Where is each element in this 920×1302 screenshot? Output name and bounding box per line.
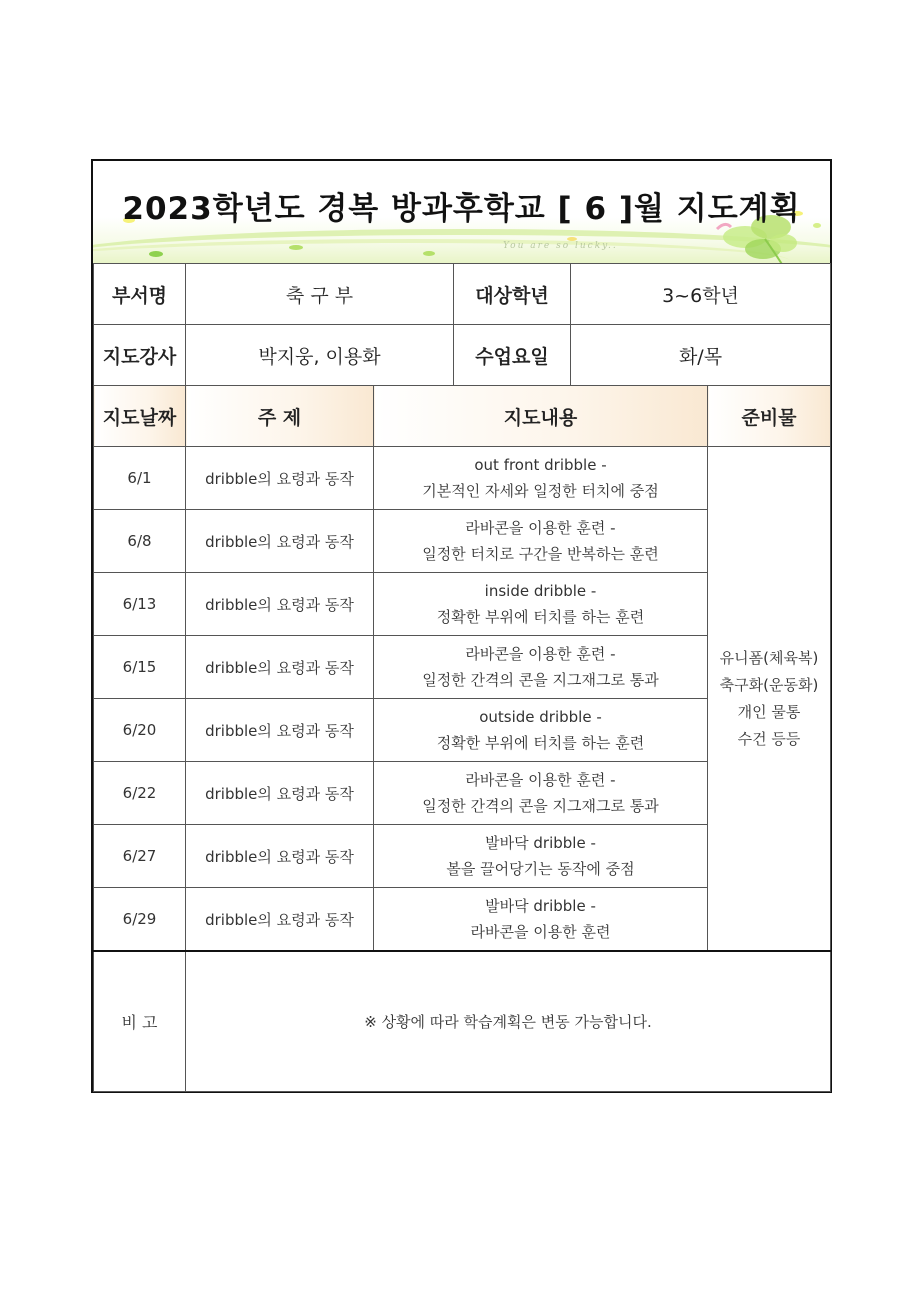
plan-header-row [94, 386, 831, 447]
row-topic: dribble의 요령과 동작 [186, 888, 374, 952]
content-line: 라바콘을 이용한 훈련 - [465, 645, 616, 663]
department-value: 축 구 부 [186, 264, 454, 325]
row-date: 6/15 [94, 636, 186, 699]
content-line: 정확한 부위에 터치를 하는 훈련 [436, 608, 645, 626]
banner-caption: You are so lucky.. [503, 241, 618, 251]
remarks-text: ※ 상황에 따라 학습계획은 변동 가능합니다. [186, 951, 831, 1092]
row-date: 6/29 [94, 888, 186, 952]
instructor-value: 박지웅, 이용화 [186, 325, 454, 386]
title-banner [93, 161, 830, 263]
plan-table [93, 385, 831, 1092]
row-content [374, 762, 708, 825]
content-line: 일정한 간격의 콘을 지그재그로 통과 [422, 671, 659, 689]
row-date: 6/8 [94, 510, 186, 573]
content-line: 정확한 부위에 터치를 하는 훈련 [436, 734, 645, 752]
decorative-dot [149, 251, 163, 257]
header-topic: 주 제 [186, 386, 374, 447]
content-line: out front dribble - [474, 456, 607, 474]
info-table [93, 263, 831, 386]
material-item: 개인 물통 [737, 702, 801, 721]
row-topic: dribble의 요령과 동작 [186, 636, 374, 699]
table-row [94, 447, 831, 510]
header-date: 지도날짜 [94, 386, 186, 447]
row-content [374, 825, 708, 888]
row-topic: dribble의 요령과 동작 [186, 510, 374, 573]
row-content [374, 888, 708, 952]
row-topic: dribble의 요령과 동작 [186, 699, 374, 762]
instructor-label: 지도강사 [94, 325, 186, 386]
class-day-label: 수업요일 [454, 325, 571, 386]
row-content [374, 699, 708, 762]
decorative-dot [423, 251, 435, 256]
class-day-value: 화/목 [571, 325, 831, 386]
info-row [94, 264, 831, 325]
row-date: 6/1 [94, 447, 186, 510]
content-line: inside dribble - [484, 582, 597, 600]
row-topic: dribble의 요령과 동작 [186, 447, 374, 510]
material-item: 유니폼(체육복) [719, 648, 819, 667]
header-materials: 준비물 [708, 386, 831, 447]
row-content [374, 636, 708, 699]
row-date: 6/27 [94, 825, 186, 888]
remarks-row [94, 951, 831, 1092]
content-line: outside dribble - [479, 708, 602, 726]
target-grade-label: 대상학년 [454, 264, 571, 325]
target-grade-value: 3~6학년 [571, 264, 831, 325]
plan-document [91, 159, 832, 1093]
content-line: 라바콘을 이용한 훈련 - [465, 519, 616, 537]
department-label: 부서명 [94, 264, 186, 325]
row-topic: dribble의 요령과 동작 [186, 825, 374, 888]
content-line: 일정한 터치로 구간을 반복하는 훈련 [422, 545, 659, 563]
row-content [374, 510, 708, 573]
content-line: 라바콘을 이용한 훈련 [470, 923, 611, 941]
row-date: 6/22 [94, 762, 186, 825]
info-row [94, 325, 831, 386]
content-line: 발바닥 dribble - [485, 834, 596, 852]
row-date: 6/20 [94, 699, 186, 762]
materials-cell [708, 447, 831, 952]
remarks-label: 비 고 [94, 951, 186, 1092]
row-topic: dribble의 요령과 동작 [186, 573, 374, 636]
row-date: 6/13 [94, 573, 186, 636]
content-line: 일정한 간격의 콘을 지그재그로 통과 [422, 797, 659, 815]
content-line: 발바닥 dribble - [485, 897, 596, 915]
content-line: 라바콘을 이용한 훈련 - [465, 771, 616, 789]
content-line: 볼을 끌어당기는 동작에 중점 [446, 860, 635, 878]
row-content [374, 447, 708, 510]
row-content [374, 573, 708, 636]
material-item: 축구화(운동화) [719, 675, 819, 694]
decorative-dot [289, 245, 303, 250]
page-title: 2023학년도 경복 방과후학교 [ 6 ]월 지도계획 [122, 191, 801, 227]
header-content: 지도내용 [374, 386, 708, 447]
content-line: 기본적인 자세와 일정한 터치에 중점 [422, 482, 659, 500]
material-item: 수건 등등 [737, 729, 801, 748]
row-topic: dribble의 요령과 동작 [186, 762, 374, 825]
